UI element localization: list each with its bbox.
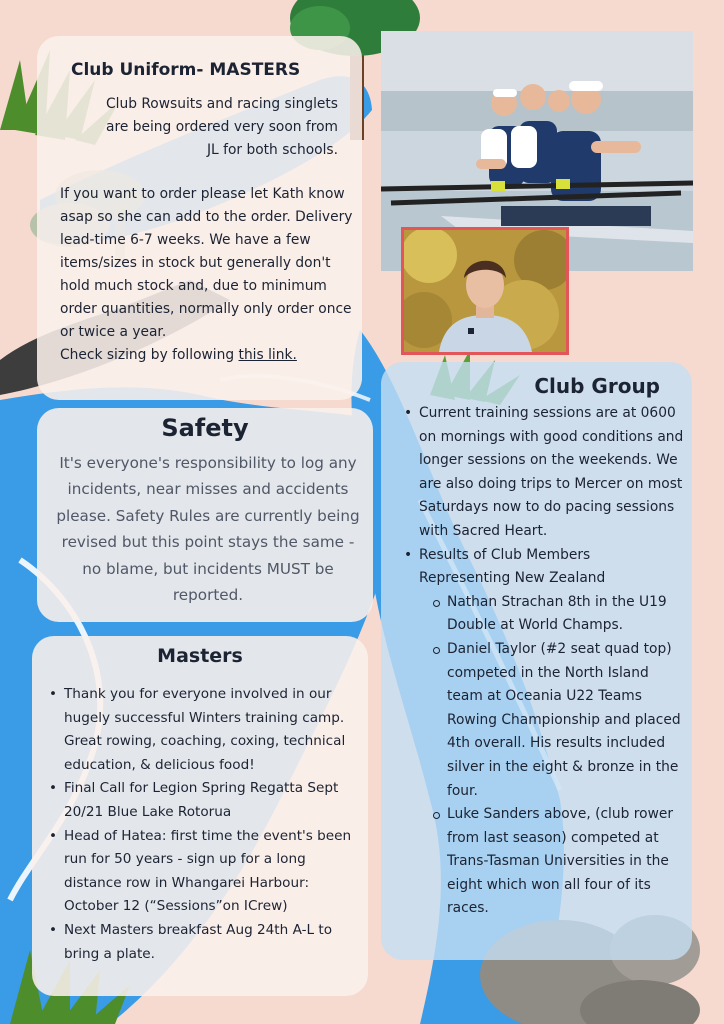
uniform-order-text — [60, 183, 355, 367]
list-item: • Results of Club Members Representing New Zealand — [419, 544, 684, 591]
safety-text: It's everyone's responsibility to log any incidents, near misses and accidents please. Safety Rules are currently being revised but this point stays the same - no blame, but incidents MUST be reported. — [56, 454, 360, 605]
uniform-check-sizing-text: Check sizing by following — [60, 347, 239, 363]
sublist-item: Luke Sanders above, (club rower from last season) competed at Trans-Tasman Universities in the eight which won all four of its races. — [447, 803, 684, 921]
club-group-list — [419, 402, 684, 921]
list-item: • Thank you for everyone involved in our hugely successful Winters training camp. Great rowing, coaching, coxing, technical education, & delicious food! — [64, 683, 354, 777]
safety-panel — [37, 408, 373, 622]
sizing-link[interactable]: this link. — [238, 347, 297, 363]
club-group-title: Club Group — [534, 374, 660, 398]
list-item: • Final Call for Legion Spring Regatta Sept 20/21 Blue Lake Rotorua — [64, 777, 354, 824]
club-group-panel — [381, 362, 692, 960]
list-item: • Current training sessions are at 0600 on mornings with good conditions and longer sessions on the weekends. We are also doing trips to Mercer on most Saturdays now to do pacing sessions with Sacred Heart. — [419, 402, 684, 544]
sublist-item: Nathan Strachan 8th in the U19 Double at World Champs. — [447, 591, 684, 638]
club-uniform-panel — [37, 36, 362, 400]
uniform-order-details: If you want to order please let Kath know asap so she can add to the order. Delivery lead-time 6-7 weeks. We have a few items/sizes in stock but generally don't hold much stock and, due to minimum order quantities, normally only order once or twice a year. — [60, 186, 353, 340]
member-portrait-photo — [401, 227, 569, 355]
safety-title: Safety — [161, 414, 249, 442]
uniform-intro-text: Club Rowsuits and racing singlets are being ordered very soon from JL for both schools. — [105, 96, 338, 158]
results-sublist — [447, 591, 684, 921]
masters-panel — [32, 636, 368, 996]
sublist-item: Daniel Taylor (#2 seat quad top) competed in the North Island team at Oceania U22 Teams Rowing Championship and placed 4th overall. His results included silver in the eight & bronze in the four. — [447, 638, 684, 803]
list-item: • Head of Hatea: first time the event's been run for 50 years - sign up for a long distance row in Whangarei Harbour: October 12 (“Sessions”on ICrew) — [64, 825, 354, 919]
list-item: • Next Masters breakfast Aug 24th A-L to bring a plate. — [64, 919, 354, 966]
masters-list — [64, 683, 354, 966]
masters-title: Masters — [157, 645, 243, 667]
club-uniform-title: Club Uniform- MASTERS — [71, 60, 301, 80]
